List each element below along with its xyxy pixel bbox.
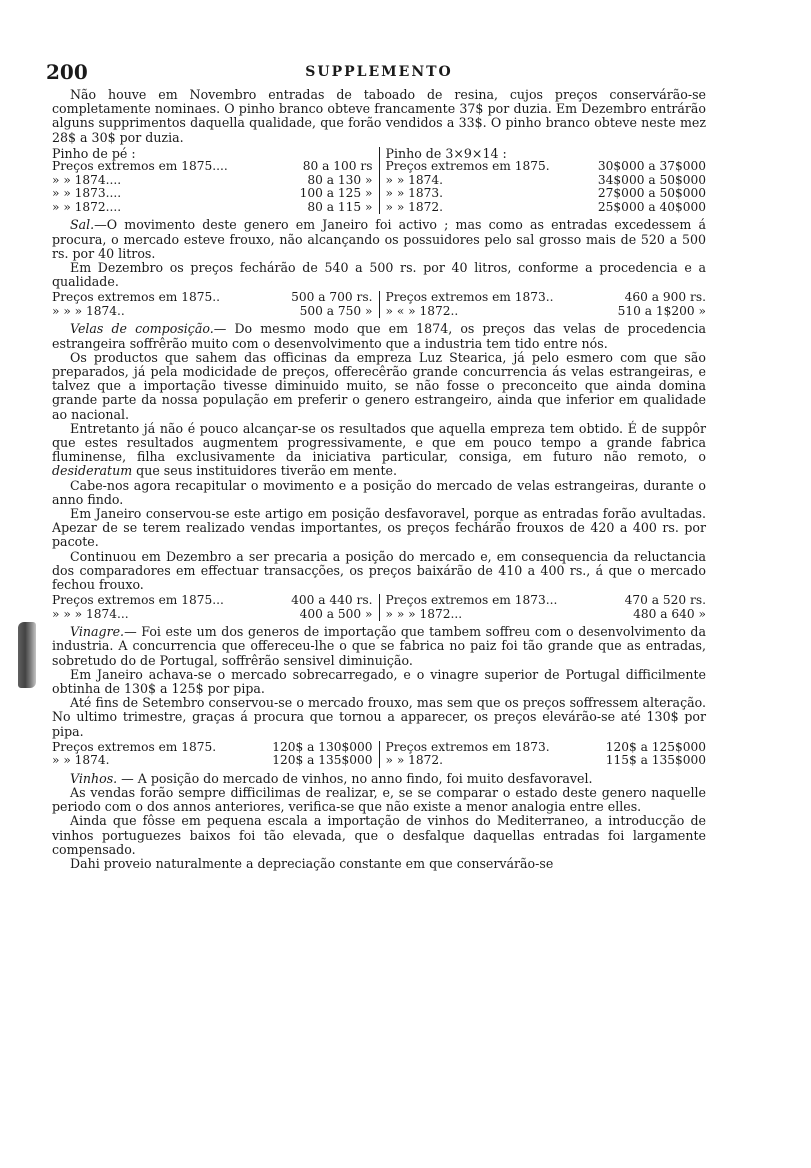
page-title: SUPPLEMENTO: [305, 64, 453, 80]
table-row: » » 1872. 115$ a 135$000: [385, 753, 706, 768]
vinagre-paragraph-1: Vinagre.— Foi este um dos generos de importação que tambem soffreu com o desenvolvimento da industria. A concurrencia que offereceu-lhe o que se fabrica no paiz foi tão grande que as entradas, sobretudo do de Portugal, soffrêrão sensivel diminuição.: [52, 624, 706, 668]
velas-price-table: [52, 594, 706, 621]
sal-table-right: [380, 291, 707, 318]
table-row: » « » 1872.. 510 a 1$200 »: [385, 303, 706, 318]
table-row: Preços extremos em 1875.. 500 a 700 rs.: [52, 290, 373, 305]
table-row: » » 1874. 120$ a 135$000: [52, 753, 373, 768]
margin-stamp-mark: [18, 622, 36, 688]
table-row: » » 1872. 25$000 a 40$000: [385, 199, 706, 214]
vinhos-paragraph-1: Vinhos. — A posição do mercado de vinhos, no anno findo, foi muito desfavoravel.: [70, 770, 593, 786]
pinho-paragraph: Não houve em Novembro entradas de taboado de resina, cujos preços conservárão-se completamente nominaes. O pinho branco obteve francamente 37$ por duzia. Em Dezembro entrárão alguns supprimentos daquella qualidade, que forão vendidos a 33$. O pinho branco obteve neste mez 28$ a 30$ por duzia.: [52, 87, 706, 145]
page-header: [46, 60, 706, 88]
table-row: » » » 1874... 400 a 500 »: [52, 606, 373, 621]
document-page: [46, 60, 706, 872]
velas-table-left: [52, 594, 380, 621]
sal-paragraph-2: Em Dezembro os preços fechárão de 540 a 500 rs. por 40 litros, conforme a procedencia e a qualidade.: [52, 259, 706, 290]
pinho-price-table: [52, 147, 706, 215]
vinhos-paragraph-4: Dahi proveio naturalmente a depreciação constante em que conservárão-se: [70, 856, 554, 872]
page-number: 200: [46, 60, 88, 84]
vinagre-paragraph-3: Até fins de Setembro conservou-se o mercado frouxo, mas sem que os preços soffressem alteração. No ultimo trimestre, graças á procura que tornou a apparecer, os preços elevárão-se até 130$ por pipa.: [52, 695, 706, 739]
sal-heading: Sal.: [70, 217, 95, 233]
table-row: Preços extremos em 1875.... 80 a 100 rs: [52, 159, 373, 174]
table-row: » » » 1874.. 500 a 750 »: [52, 303, 373, 318]
table-row: Preços extremos em 1873. 120$ a 125$000: [385, 739, 706, 754]
vinagre-price-table: [52, 741, 706, 768]
sal-table-left: [52, 291, 380, 318]
table-row: » » 1873. 27$000 a 50$000: [385, 186, 706, 201]
velas-paragraph-5: Em Janeiro conservou-se este artigo em posição desfavoravel, porque as entradas forão avultadas. Apezar de se terem realizado vendas importantes, os preços fechárão frouxos de 420 a 400 rs. por pacote.: [52, 505, 706, 550]
vinagre-table-left: [52, 741, 380, 768]
pinho-3x9x14-column: [380, 147, 707, 215]
velas-paragraph-6: Continuou em Dezembro a ser precaria a posição do mercado e, em consequencia da reluctancia dos comparadores em effectuar transacções, os preços baixárão de 410 a 400 rs., á que o mercado fechou frouxo.: [52, 548, 706, 592]
table-row: Preços extremos em 1875. 120$ a 130$000: [52, 739, 373, 754]
table-row: » » 1873.... 100 a 125 »: [52, 186, 373, 201]
table-row: » » 1874.... 80 a 130 »: [52, 172, 373, 187]
table-row: » » » 1872... 480 a 640 »: [385, 606, 706, 621]
vinagre-table-right: [380, 741, 707, 768]
velas-paragraph-3: Entretanto já não é pouco alcançar-se os resultados que aquella empreza tem obtido. É de suppôr que estes resultados augmentem progressivamente, e que em pouco tempo a grande fabrica fluminense, filha exclusivamente da iniciativa particular, consiga, em futuro não remoto, o desideratum que seus instituidores tiverão em mente.: [52, 420, 706, 479]
sal-paragraph: Sal.—O movimento deste genero em Janeiro foi activo ; mas como as entradas excedessem á procura, o mercado esteve frouxo, não alcançando os possuidores pelo sal grosso mais de 520 a 500 rs. por 40 litros.: [52, 217, 706, 261]
pinho-de-pe-title: Pinho de pé :: [52, 145, 136, 161]
table-row: Preços extremos em 1875. 30$000 a 37$000: [385, 159, 706, 174]
vinagre-paragraph-2: Em Janeiro achava-se o mercado sobrecarregado, e o vinagre superior de Portugal difficilmente obtinha de 130$ a 125$ por pipa.: [52, 666, 706, 696]
table-row: Preços extremos em 1873... 470 a 520 rs.: [385, 593, 706, 608]
velas-paragraph-2: Os productos que sahem das officinas da empreza Luz Stearica, já pelo esmero com que são preparados, já pela modicidade de preços, offerecêrão grande concurrencia ás velas estrangeiras, e talvez que a importação tivesse diminuido muito, se não fosse o preconceito que ainda domina grande parte da nossa população em preferir o genero estrangeiro, ainda que inferior em qualidade ao nacional.: [52, 349, 706, 422]
vinhos-paragraph-3: Ainda que fôsse em pequena escala a importação de vinhos do Mediterraneo, a introducção de vinhos portuguezes baixos foi tão elevada, que o desfalque daquellas entradas foi largamente compensado.: [52, 813, 706, 857]
vinhos-heading: Vinhos.: [70, 770, 118, 786]
table-row: » » 1872.... 80 a 115 »: [52, 199, 373, 214]
velas-heading: Velas de composição.: [70, 321, 214, 337]
pinho-3x9x14-title: Pinho de 3×9×14 :: [385, 145, 507, 161]
pinho-de-pe-column: [52, 147, 380, 215]
velas-paragraph-4: Cabe-nos agora recapitular o movimento e a posição do mercado de velas estrangeiras, durante o anno findo.: [52, 477, 706, 507]
table-row: Preços extremos em 1873.. 460 a 900 rs.: [385, 290, 706, 305]
table-row: Preços extremos em 1875... 400 a 440 rs.: [52, 593, 373, 608]
table-row: » » 1874. 34$000 a 50$000: [385, 172, 706, 187]
sal-price-table: [52, 291, 706, 318]
vinhos-paragraph-2: As vendas forão sempre difficilimas de realizar, e, se se comparar o estado deste genero naquelle periodo com o dos annos anteriores, verifica-se que não existe a menor analogia entre elles.: [52, 785, 706, 815]
vinagre-heading: Vinagre.: [70, 624, 125, 640]
velas-paragraph-1: Velas de composição.— Do mesmo modo que em 1874, os preços das velas de procedencia estrangeira soffrêrão muito com o desenvolvimento que a industria tem tido entre nós.: [52, 321, 706, 351]
velas-table-right: [380, 594, 707, 621]
